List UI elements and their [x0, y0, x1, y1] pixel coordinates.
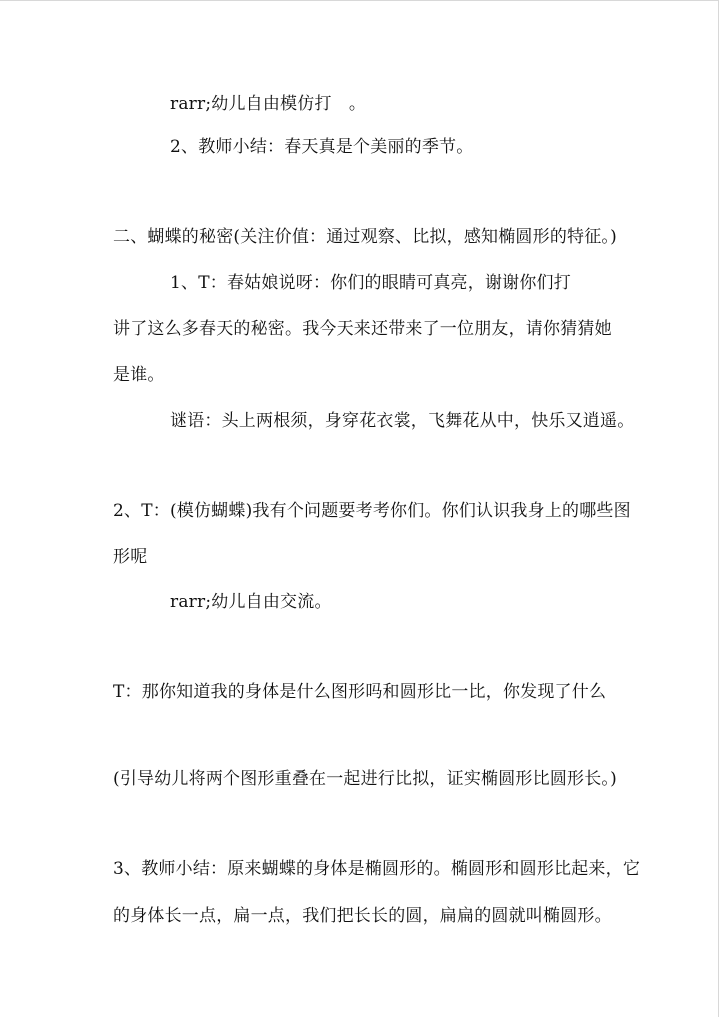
text-line-10: rarr;幼儿自由交流。: [170, 592, 332, 612]
section-heading: 二、蝴蝶的秘密(关注价值：通过观察、比拟，感知椭圆形的特征。): [113, 227, 617, 247]
text-line-13: 3、教师小结：原来蝴蝶的身体是椭圆形的。椭圆形和圆形比起来，它: [113, 859, 641, 879]
text-line-6: 是谁。: [113, 365, 165, 385]
text-line-14: 的身体长一点，扁一点，我们把长长的圆，扁扁的圆就叫椭圆形。: [113, 906, 612, 926]
text-line-2: 2、教师小结：春天真是个美丽的季节。: [170, 137, 474, 157]
riddle-line: 谜语：头上两根须，身穿花衣裳，飞舞花从中，快乐又逍遥。: [170, 411, 635, 431]
text-line-12: (引导幼儿将两个图形重叠在一起进行比拟，证实椭圆形比圆形长。): [113, 769, 617, 789]
text-line-5: 讲了这么多春天的秘密。我今天来还带来了一位朋友，请你猜猜她: [113, 319, 612, 339]
text-line-1: rarr;幼儿自由模仿打 。: [170, 94, 367, 114]
text-line-9: 形呢: [113, 547, 148, 567]
text-line-11: T：那你知道我的身体是什么图形吗和圆形比一比，你发现了什么: [113, 682, 607, 702]
text-line-4: 1、T：春姑娘说呀：你们的眼睛可真亮，谢谢你们打: [170, 273, 571, 293]
text-line-8: 2、T：(模仿蝴蝶)我有个问题要考考你们。你们认识我身上的哪些图: [113, 501, 631, 521]
